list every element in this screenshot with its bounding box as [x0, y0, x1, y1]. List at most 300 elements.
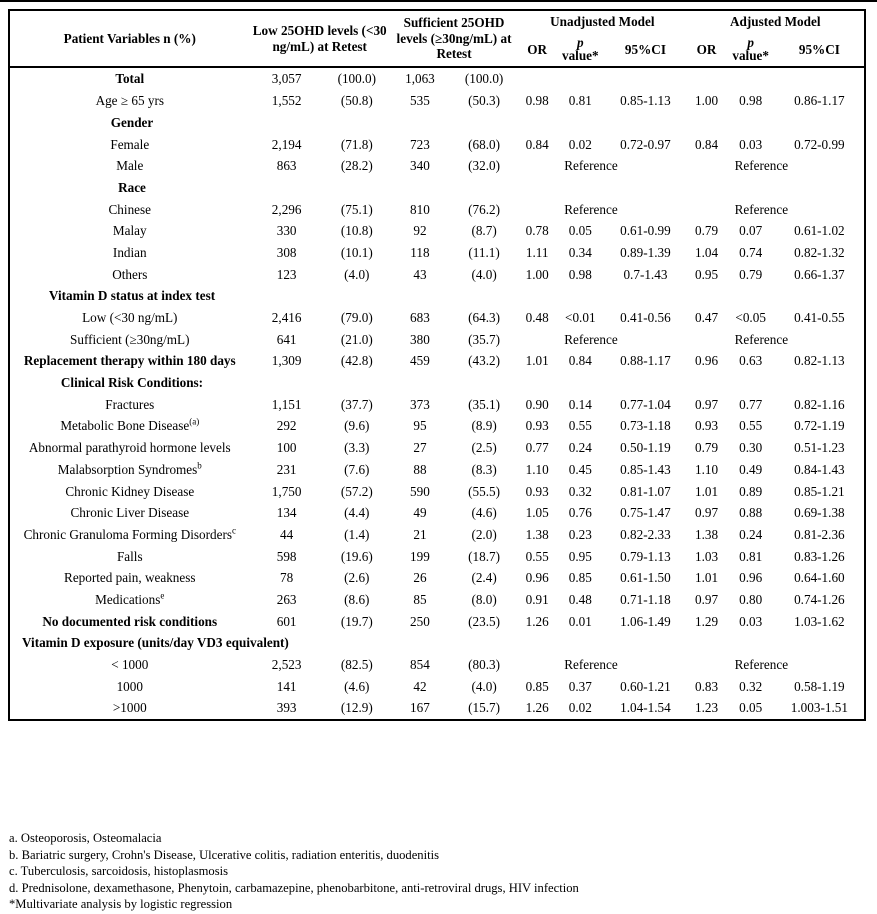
low-pct-cell: (10.1)	[340, 244, 373, 260]
adjusted-pvalue-cell: 0.30	[739, 440, 763, 456]
sufficient-n-cell: 1,063	[405, 71, 435, 87]
adjusted-pvalue-cell: 0.07	[739, 223, 763, 239]
low-pct-cell: (1.4)	[344, 526, 370, 542]
low-pct-cell: (4.0)	[344, 266, 370, 282]
unadjusted-pvalue-cell: 0.23	[568, 526, 592, 542]
unadjusted-pvalue-cell: 0.48	[568, 591, 592, 607]
unadjusted-or-cell: 0.85	[525, 678, 549, 694]
variable-label: Malay	[112, 223, 147, 239]
variable-label-cell	[9, 67, 250, 90]
variable-label: Others	[112, 266, 148, 282]
table-row	[9, 697, 865, 720]
adjusted-reference-cell: Reference	[734, 657, 789, 673]
variable-label-cell	[9, 242, 250, 264]
header-sufficient-25ohd: Sufficient 25OHD levels (≥30ng/mL) at Retest	[396, 15, 512, 62]
adjusted-or-cell: 0.96	[695, 353, 719, 369]
header-unadjusted-ci: 95%CI	[624, 41, 666, 57]
sufficient-pct-cell: (2.4)	[471, 570, 497, 586]
unadjusted-or-cell: 0.93	[525, 418, 549, 434]
variable-label-cell	[9, 676, 250, 698]
unadjusted-pvalue-cell: 0.76	[568, 505, 592, 521]
table-row	[9, 610, 865, 632]
variable-label: Male	[116, 158, 144, 174]
unadjusted-or-cell: 0.91	[525, 591, 549, 607]
sufficient-pct-cell: (43.2)	[468, 353, 501, 369]
section-label: Gender	[110, 114, 154, 130]
table-row	[9, 307, 865, 329]
unadjusted-or-cell	[518, 654, 556, 676]
unadjusted-or-cell	[518, 198, 556, 220]
low-pct-cell: (19.6)	[340, 548, 373, 564]
adjusted-ci-cell: 0.58-1.19	[794, 678, 845, 694]
variable-label-cell	[9, 480, 250, 502]
table-row	[9, 155, 865, 177]
low-n-cell: 100	[276, 440, 297, 456]
adjusted-or-cell: 0.47	[695, 310, 719, 326]
unadjusted-pvalue-cell: 0.81	[568, 93, 592, 109]
adjusted-pvalue-cell: 0.89	[739, 483, 763, 499]
section-label-cell	[9, 632, 865, 654]
table-row	[9, 242, 865, 264]
variable-label-cell	[9, 155, 250, 177]
footnote-asterisk: *Multivariate analysis by logistic regression	[9, 897, 233, 912]
variable-label-cell	[9, 220, 250, 242]
sufficient-n-cell: 199	[410, 548, 430, 564]
header-adjusted-ci: 95%CI	[798, 41, 840, 57]
low-pct-cell: (50.8)	[340, 93, 373, 109]
adjusted-pvalue-cell: 0.80	[739, 591, 763, 607]
adjusted-or-cell: 0.97	[695, 396, 719, 412]
variable-label: Metabolic Bone Disease	[60, 418, 190, 434]
p-word: value*	[732, 48, 769, 64]
sufficient-n-cell: 21	[413, 526, 427, 542]
adjusted-ci-cell: 0.74-1.26	[794, 591, 845, 607]
results-table-wrap	[8, 9, 866, 721]
unadjusted-or-cell: 1.26	[525, 613, 549, 629]
adjusted-or-cell: 0.79	[695, 223, 719, 239]
adjusted-or-cell: 0.84	[695, 136, 719, 152]
variable-label: >1000	[112, 700, 147, 716]
unadjusted-or-cell	[518, 155, 556, 177]
footnotes	[9, 831, 579, 914]
unadjusted-pvalue-cell: 0.02	[568, 136, 592, 152]
sufficient-n-cell: 88	[413, 461, 427, 477]
adjusted-pvalue-cell: 0.74	[739, 244, 763, 260]
sufficient-n-cell: 92	[413, 223, 427, 239]
adjusted-or-cell: 1.29	[695, 613, 719, 629]
unadjusted-or-cell: 1.00	[525, 266, 549, 282]
unadjusted-ci-cell: 0.61-1.50	[620, 570, 671, 586]
unadjusted-pvalue-cell: 0.32	[568, 483, 592, 499]
variable-label-cell	[9, 589, 250, 611]
adjusted-or-cell	[687, 198, 727, 220]
unadjusted-ci-cell: 0.89-1.39	[620, 244, 671, 260]
variable-label-cell	[9, 394, 250, 416]
low-pct-cell: (4.4)	[344, 505, 370, 521]
table-row	[9, 415, 865, 437]
sufficient-pct-cell: (11.1)	[468, 244, 500, 260]
unadjusted-or-cell: 0.77	[525, 440, 549, 456]
variable-label-cell	[9, 654, 250, 676]
unadjusted-or-cell: 1.26	[525, 700, 549, 716]
adjusted-or-cell: 1.23	[695, 700, 719, 716]
sufficient-n-cell: 590	[410, 483, 430, 499]
variable-label-cell	[9, 524, 250, 546]
sufficient-pct-cell: (23.5)	[468, 613, 501, 629]
unadjusted-or-cell	[518, 67, 556, 90]
unadjusted-or-cell: 1.11	[525, 244, 549, 260]
adjusted-pvalue-cell: 0.55	[739, 418, 763, 434]
adjusted-ci-cell: 0.82-1.16	[794, 396, 845, 412]
table-row	[9, 545, 865, 567]
table-row	[9, 329, 865, 351]
unadjusted-ci-cell: 0.71-1.18	[620, 591, 671, 607]
adjusted-ci-cell: 0.85-1.21	[794, 483, 845, 499]
variable-label: Chinese	[108, 201, 152, 217]
low-pct-cell: (100.0)	[337, 71, 377, 87]
variable-label: Medications	[95, 591, 161, 607]
footnote-marker: c	[231, 525, 236, 536]
unadjusted-or-cell: 1.38	[525, 526, 549, 542]
adjusted-pvalue-cell: 0.98	[739, 93, 763, 109]
header-adjusted-or: OR	[696, 41, 717, 57]
sufficient-pct-cell: (4.0)	[471, 678, 497, 694]
table-row	[9, 676, 865, 698]
table-row	[9, 90, 865, 112]
variable-label-cell	[9, 567, 250, 589]
table-row	[9, 589, 865, 611]
unadjusted-ci-cell: 0.81-1.07	[620, 483, 671, 499]
variable-label: Reported pain, weakness	[64, 570, 196, 586]
unadjusted-ci-cell: 0.75-1.47	[620, 505, 671, 521]
table-row	[9, 67, 865, 90]
variable-label: No documented risk conditions	[42, 613, 218, 629]
variable-label: 1000	[116, 678, 143, 694]
low-pct-cell: (19.7)	[340, 613, 373, 629]
unadjusted-reference-cell: Reference	[564, 158, 618, 174]
unadjusted-pvalue-cell: 0.34	[568, 244, 592, 260]
low-n-cell: 2,296	[271, 201, 302, 217]
unadjusted-ci-cell: 0.85-1.43	[620, 461, 671, 477]
sufficient-n-cell: 250	[410, 613, 430, 629]
unadjusted-ci-cell: 0.7-1.43	[623, 266, 668, 282]
unadjusted-or-cell: 0.55	[525, 548, 549, 564]
section-label-cell	[9, 372, 865, 394]
unadjusted-or-cell: 1.05	[525, 505, 549, 521]
sufficient-n-cell: 167	[410, 700, 430, 716]
low-pct-cell: (8.6)	[344, 591, 370, 607]
variable-label: Chronic Liver Disease	[70, 505, 190, 521]
variable-label: Malabsorption Syndromes	[57, 461, 198, 477]
low-pct-cell: (28.2)	[340, 158, 373, 174]
table-row	[9, 263, 865, 285]
table-row	[9, 220, 865, 242]
low-n-cell: 78	[280, 570, 294, 586]
adjusted-or-cell: 0.79	[695, 440, 719, 456]
adjusted-reference-cell: Reference	[734, 201, 789, 217]
unadjusted-pvalue-cell: 0.95	[568, 548, 592, 564]
footnote-c: c. Tuberculosis, sarcoidosis, histoplasmosis	[9, 864, 229, 879]
variable-label-cell	[9, 329, 250, 351]
table-header	[9, 10, 865, 67]
variable-label-cell	[9, 350, 250, 372]
table-row	[9, 350, 865, 372]
adjusted-ci-cell: 0.64-1.60	[794, 570, 845, 586]
adjusted-ci-cell: 0.81-2.36	[794, 526, 845, 542]
sufficient-n-cell: 459	[410, 353, 430, 369]
adjusted-ci-cell: 0.51-1.23	[794, 440, 845, 456]
sufficient-n-cell: 373	[410, 396, 430, 412]
sufficient-n-cell: 49	[413, 505, 427, 521]
variable-label-cell	[9, 90, 250, 112]
sufficient-n-cell: 683	[410, 310, 430, 326]
sufficient-n-cell: 723	[410, 136, 430, 152]
adjusted-or-cell: 0.83	[695, 678, 719, 694]
variable-label: < 1000	[111, 657, 149, 673]
unadjusted-ci-cell: 1.04-1.54	[620, 700, 671, 716]
unadjusted-reference-cell: Reference	[564, 657, 618, 673]
low-pct-cell: (21.0)	[340, 331, 373, 347]
sufficient-n-cell: 43	[413, 266, 427, 282]
adjusted-pvalue-cell: 0.88	[739, 505, 763, 521]
sufficient-n-cell: 26	[413, 570, 427, 586]
adjusted-pvalue-cell: 0.05	[739, 700, 763, 716]
page-top-rule	[0, 0, 877, 2]
table-row	[9, 437, 865, 459]
sufficient-pct-cell: (68.0)	[468, 136, 501, 152]
low-n-cell: 2,416	[271, 310, 302, 326]
adjusted-reference-cell: Reference	[734, 331, 789, 347]
unadjusted-or-cell: 0.93	[525, 483, 549, 499]
adjusted-pvalue-cell: 0.79	[739, 266, 763, 282]
sufficient-n-cell: 85	[413, 591, 427, 607]
variable-label: Low (<30 ng/mL)	[82, 310, 178, 326]
unadjusted-pvalue-cell: 0.24	[568, 440, 592, 456]
variable-label-cell	[9, 545, 250, 567]
unadjusted-ci-cell: 1.06-1.49	[620, 613, 671, 629]
unadjusted-ci-cell: 0.61-0.99	[620, 223, 671, 239]
adjusted-or-cell	[687, 155, 727, 177]
adjusted-or-cell	[687, 329, 727, 351]
unadjusted-or-cell: 0.90	[525, 396, 549, 412]
unadjusted-pvalue-cell: 0.98	[568, 266, 592, 282]
adjusted-ci-cell: 0.66-1.37	[794, 266, 845, 282]
adjusted-or-cell: 0.97	[695, 591, 719, 607]
low-n-cell: 863	[276, 158, 297, 174]
adjusted-pvalue-cell: 0.63	[739, 353, 763, 369]
sufficient-pct-cell: (55.5)	[468, 483, 501, 499]
unadjusted-ci-cell: 0.60-1.21	[620, 678, 671, 694]
sufficient-n-cell: 380	[410, 331, 430, 347]
sufficient-pct-cell: (64.3)	[468, 310, 501, 326]
section-label: Vitamin D status at index test	[48, 288, 216, 304]
low-pct-cell: (3.3)	[344, 440, 370, 456]
adjusted-or-cell: 1.01	[695, 483, 719, 499]
variable-label-cell	[9, 459, 250, 481]
adjusted-pvalue-cell	[727, 67, 775, 90]
low-pct-cell: (79.0)	[340, 310, 373, 326]
variable-label: Abnormal parathyroid hormone levels	[28, 440, 231, 456]
variable-label: Chronic Kidney Disease	[65, 483, 195, 499]
low-n-cell: 1,309	[271, 353, 302, 369]
variable-label-cell	[9, 415, 250, 437]
footnote-a: a. Osteoporosis, Osteomalacia	[9, 831, 162, 845]
low-pct-cell: (7.6)	[344, 461, 370, 477]
unadjusted-pvalue-cell: 0.14	[568, 396, 592, 412]
results-table	[8, 9, 866, 721]
footnote-marker: e	[160, 590, 165, 601]
sufficient-pct-cell: (18.7)	[468, 548, 501, 564]
low-n-cell: 231	[276, 461, 297, 477]
section-label: Vitamin D exposure (units/day VD3 equivalent)	[22, 635, 289, 651]
table-body	[9, 67, 865, 720]
adjusted-pvalue-cell: 0.03	[739, 136, 763, 152]
header-unadjusted-model: Unadjusted Model	[550, 14, 655, 29]
low-n-cell: 2,194	[271, 136, 302, 152]
unadjusted-ci-cell: 0.88-1.17	[620, 353, 671, 369]
unadjusted-ci-cell: 0.50-1.19	[620, 440, 671, 456]
variable-label: Falls	[116, 548, 143, 564]
table-row	[9, 198, 865, 220]
low-pct-cell: (37.7)	[340, 396, 373, 412]
adjusted-ci-cell: 1.03-1.62	[794, 613, 845, 629]
section-row	[9, 285, 865, 307]
footnote-marker: (a)	[189, 417, 200, 428]
adjusted-reference-cell: Reference	[734, 158, 789, 174]
variable-label: Replacement therapy within 180 days	[23, 353, 236, 369]
adjusted-ci-cell: 1.003-1.51	[790, 700, 848, 716]
variable-label: Fractures	[105, 396, 155, 412]
adjusted-or-cell: 1.00	[695, 93, 719, 109]
section-label-cell	[9, 177, 865, 199]
unadjusted-ci-cell: 0.85-1.13	[620, 93, 671, 109]
variable-label-cell	[9, 502, 250, 524]
low-pct-cell: (42.8)	[340, 353, 373, 369]
unadjusted-ci-cell: 0.73-1.18	[620, 418, 671, 434]
adjusted-pvalue-cell: 0.81	[739, 548, 763, 564]
table-row	[9, 133, 865, 155]
low-n-cell: 598	[276, 548, 297, 564]
adjusted-pvalue-cell: 0.03	[739, 613, 763, 629]
adjusted-pvalue-cell: 0.32	[739, 678, 763, 694]
low-pct-cell: (12.9)	[340, 700, 373, 716]
sufficient-pct-cell: (2.5)	[471, 440, 497, 456]
variable-label: Total	[115, 71, 145, 87]
header-unadjusted-or: OR	[527, 41, 548, 57]
unadjusted-pvalue-cell: 0.05	[568, 223, 592, 239]
low-n-cell: 1,552	[271, 93, 302, 109]
low-n-cell: 134	[276, 505, 297, 521]
unadjusted-pvalue-cell: 0.85	[568, 570, 592, 586]
unadjusted-ci-cell: 0.72-0.97	[620, 136, 671, 152]
section-label: Clinical Risk Conditions:	[60, 375, 204, 391]
variable-label: Chronic Granuloma Forming Disorders	[23, 526, 232, 542]
adjusted-or-cell: 1.01	[695, 570, 719, 586]
header-adjusted-pvalue	[727, 33, 775, 68]
adjusted-pvalue-cell: 0.49	[739, 461, 763, 477]
unadjusted-pvalue-cell: 0.55	[568, 418, 592, 434]
low-pct-cell: (57.2)	[340, 483, 373, 499]
section-label-cell	[9, 285, 865, 307]
adjusted-ci-cell: 0.72-0.99	[794, 136, 845, 152]
low-n-cell: 641	[276, 331, 297, 347]
adjusted-ci-cell: 0.84-1.43	[794, 461, 845, 477]
unadjusted-or-cell: 1.10	[525, 461, 549, 477]
variable-label: Female	[110, 136, 150, 152]
adjusted-or-cell: 1.38	[695, 526, 719, 542]
table-row	[9, 480, 865, 502]
sufficient-pct-cell: (8.0)	[471, 591, 497, 607]
sufficient-pct-cell: (35.7)	[468, 331, 501, 347]
unadjusted-or-cell: 0.84	[525, 136, 549, 152]
low-pct-cell: (75.1)	[340, 201, 373, 217]
sufficient-pct-cell: (15.7)	[468, 700, 501, 716]
adjusted-pvalue-cell: 0.77	[739, 396, 763, 412]
variable-label-cell	[9, 198, 250, 220]
adjusted-ci-cell: 0.86-1.17	[794, 93, 845, 109]
sufficient-pct-cell: (35.1)	[468, 396, 501, 412]
section-row	[9, 112, 865, 134]
variable-label-cell	[9, 437, 250, 459]
low-pct-cell: (2.6)	[344, 570, 370, 586]
low-n-cell: 141	[276, 678, 297, 694]
unadjusted-ci-cell: 0.79-1.13	[620, 548, 671, 564]
adjusted-pvalue-cell: <0.05	[735, 310, 766, 326]
low-n-cell: 601	[276, 613, 297, 629]
variable-label-cell	[9, 133, 250, 155]
adjusted-or-cell	[687, 654, 727, 676]
header-unadjusted-pvalue	[556, 33, 604, 68]
low-n-cell: 330	[276, 223, 297, 239]
p-word: value*	[561, 48, 599, 64]
adjusted-ci-cell: 0.61-1.02	[794, 223, 845, 239]
variable-label-cell	[9, 263, 250, 285]
section-label-cell	[9, 112, 865, 134]
sufficient-pct-cell: (8.9)	[471, 418, 497, 434]
p-italic: p	[576, 34, 584, 50]
low-pct-cell: (82.5)	[340, 657, 373, 673]
unadjusted-pvalue-cell: <0.01	[565, 310, 596, 326]
low-pct-cell: (71.8)	[340, 136, 373, 152]
sufficient-n-cell: 42	[413, 678, 427, 694]
low-n-cell: 263	[276, 591, 297, 607]
sufficient-n-cell: 118	[410, 244, 430, 260]
unadjusted-or-cell	[518, 329, 556, 351]
unadjusted-pvalue-cell	[556, 67, 604, 90]
header-adjusted-model: Adjusted Model	[730, 14, 821, 29]
adjusted-or-cell: 1.03	[695, 548, 719, 564]
variable-label-cell	[9, 307, 250, 329]
header-low-25ohd: Low 25OHD levels (<30 ng/mL) at Retest	[252, 23, 387, 54]
variable-label: Indian	[112, 244, 147, 260]
unadjusted-ci-cell: 0.82-2.33	[620, 526, 671, 542]
sufficient-pct-cell: (8.3)	[471, 461, 497, 477]
adjusted-ci-cell: 0.41-0.55	[794, 310, 845, 326]
adjusted-or-cell: 0.97	[695, 505, 719, 521]
unadjusted-ci-cell	[604, 67, 686, 90]
section-label: Race	[118, 179, 146, 195]
low-n-cell: 2,523	[271, 657, 302, 673]
unadjusted-pvalue-cell: 0.02	[568, 700, 592, 716]
low-n-cell: 1,151	[271, 396, 302, 412]
section-row	[9, 177, 865, 199]
sufficient-pct-cell: (80.3)	[468, 657, 501, 673]
sufficient-pct-cell: (8.7)	[471, 223, 497, 239]
low-pct-cell: (4.6)	[344, 678, 370, 694]
adjusted-ci-cell: 0.82-1.13	[794, 353, 845, 369]
sufficient-n-cell: 854	[410, 657, 430, 673]
low-n-cell: 292	[276, 418, 297, 434]
